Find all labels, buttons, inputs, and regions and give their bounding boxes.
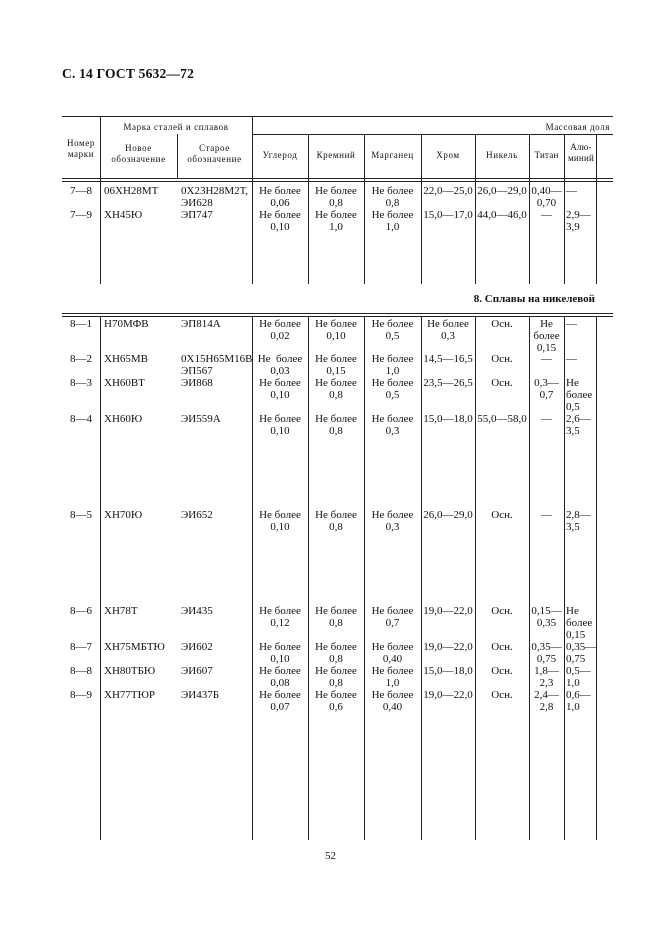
cell-c: Не более 0,10 — [259, 509, 301, 533]
cell-old: ЭИ652 — [181, 509, 213, 521]
cell-c: Не более 0,10 — [259, 377, 301, 401]
col-divider — [100, 316, 101, 840]
table-top-rule — [62, 116, 613, 117]
cell-ti: — — [541, 413, 552, 425]
cell-ti: Не более 0,15 — [533, 318, 560, 354]
cell-num: 8—3 — [70, 377, 92, 389]
cell-cr: 26,0—29,0 — [423, 509, 473, 521]
cell-cr: 15,0—17,0 — [423, 209, 473, 221]
cell-old: ЭИ559А — [181, 413, 221, 425]
col-header-number: Номер марки — [66, 138, 96, 159]
page-number: 52 — [325, 850, 336, 862]
cell-c: Не более 0,08 — [259, 665, 301, 689]
cell-c: Не более 0,02 — [259, 318, 301, 342]
header-bottom-rule-2 — [62, 181, 613, 182]
cell-new: Н70МФВ — [104, 318, 149, 330]
col-divider — [475, 316, 476, 840]
cell-num: 8—1 — [70, 318, 92, 330]
cell-ni: Осн. — [491, 318, 513, 330]
cell-old: ЭИ607 — [181, 665, 213, 677]
cell-si: Не более 0,8 — [315, 413, 357, 437]
cell-old: ЭИ437Б — [181, 689, 220, 701]
col-header-manganese: Марганец — [371, 150, 414, 160]
cell-num: 8—7 — [70, 641, 92, 653]
cell-c: Не более 0,10 — [259, 641, 301, 665]
cell-al: 0,35— 0,75 — [566, 641, 597, 665]
cell-al: — — [566, 185, 577, 197]
col-header-old: Старое обозначение — [187, 143, 242, 164]
col-divider — [596, 316, 597, 840]
cell-new: ХН60ВТ — [104, 377, 145, 389]
col-header-group: Марка сталей и сплавов — [123, 122, 229, 132]
cell-mn: Не более 0,5 — [371, 377, 414, 401]
page-header: С. 14 ГОСТ 5632—72 — [62, 66, 195, 81]
cell-cr: 19,0—22,0 — [423, 689, 473, 701]
cell-al: — — [566, 353, 577, 365]
cell-cr: 19,0—22,0 — [423, 605, 473, 617]
section-top-rule — [62, 313, 613, 314]
cell-new: ХН70Ю — [104, 509, 143, 521]
col-divider — [421, 316, 422, 840]
cell-mn: Не более 0,8 — [371, 185, 414, 209]
cell-ni: Осн. — [491, 641, 513, 653]
cell-ni: 44,0—46,0 — [477, 209, 527, 221]
cell-num: 7—9 — [70, 209, 92, 221]
cell-mn: Не более 0,5 — [371, 318, 414, 342]
cell-si: Не более 0,10 — [315, 318, 357, 342]
cell-si: Не более 0,8 — [315, 377, 357, 401]
cell-old: ЭП747 — [181, 209, 213, 221]
cell-ti: 0,35— 0,75 — [531, 641, 562, 665]
cell-cr: 23,5—26,5 — [423, 377, 473, 389]
cell-si: Не более 0,6 — [315, 689, 357, 713]
cell-al: 2,8— 3,5 — [566, 509, 591, 533]
cell-mn: Не более 0,7 — [371, 605, 414, 629]
cell-ni: Осн. — [491, 509, 513, 521]
cell-cr: 22,0—25,0 — [423, 185, 473, 197]
cell-new: ХН60Ю — [104, 413, 143, 425]
cell-ti: 0,40— 0,70 — [531, 185, 562, 209]
cell-mn: Не более 1,0 — [371, 209, 414, 233]
cell-old: 0Х15Н65М16В ЭП567 — [181, 353, 253, 377]
cell-num: 8—9 — [70, 689, 92, 701]
cell-old: ЭИ435 — [181, 605, 213, 617]
header-bottom-rule — [62, 178, 613, 179]
cell-mn: Не более 0,40 — [371, 689, 414, 713]
cell-si: Не более 0,8 — [315, 605, 357, 629]
cell-ni: 26,0—29,0 — [477, 185, 527, 197]
cell-num: 8—8 — [70, 665, 92, 677]
cell-new: ХН77ТЮР — [104, 689, 156, 701]
cell-al: — — [566, 318, 577, 330]
col-header-new: Новое обозначение — [111, 143, 166, 164]
cell-ti: — — [541, 353, 552, 365]
cell-new: ХН80ТБЮ — [104, 665, 156, 677]
cell-si: Не более 1,0 — [315, 209, 357, 233]
cell-si: Не более 0,8 — [315, 509, 357, 533]
cell-al: Не более 0,15 — [566, 605, 593, 641]
cell-c: Не более 0,10 — [259, 413, 301, 437]
cell-si: Не более 0,8 — [315, 665, 357, 689]
col-header-silicon: Кремний — [316, 150, 356, 160]
cell-num: 8—2 — [70, 353, 92, 365]
col-header-nickel: Никель — [486, 150, 518, 160]
col-header-mass: Массовая доля — [545, 122, 610, 132]
cell-new: ХН78Т — [104, 605, 138, 617]
cell-num: 8—6 — [70, 605, 92, 617]
cell-old: ЭИ868 — [181, 377, 213, 389]
cell-cr: Не более 0,3 — [427, 318, 469, 342]
cell-num: 8—4 — [70, 413, 92, 425]
cell-si: Не более 0,8 — [315, 185, 357, 209]
cell-al: 0,5— 1,0 — [566, 665, 591, 689]
cell-new: ХН75МБТЮ — [104, 641, 165, 653]
cell-ti: 0,15— 0,35 — [531, 605, 562, 629]
cell-c: Не более 0,07 — [259, 689, 301, 713]
cell-ni: 55,0—58,0 — [477, 413, 527, 425]
col-header-titanium: Титан — [534, 150, 559, 160]
cell-num: 7—8 — [70, 185, 92, 197]
cell-c: Не более 0,12 — [259, 605, 301, 629]
cell-new: ХН45Ю — [104, 209, 143, 221]
cell-new: 06ХН28МТ — [104, 185, 159, 197]
cell-new: ХН65МВ — [104, 353, 149, 365]
col-header-chromium: Хром — [436, 150, 460, 160]
cell-cr: 15,0—18,0 — [423, 665, 473, 677]
cell-c: Не более 0,03 — [257, 353, 303, 377]
cell-ni: Осн. — [491, 665, 513, 677]
col-divider — [100, 116, 101, 284]
col-header-carbon: Углерод — [262, 150, 298, 160]
cell-num: 8—5 — [70, 509, 92, 521]
col-divider — [564, 316, 565, 840]
cell-ti: 0,3— 0,7 — [534, 377, 559, 401]
col-header-aluminium: Алю- миний — [568, 142, 594, 163]
cell-ti: — — [541, 209, 552, 221]
cell-ni: Осн. — [491, 605, 513, 617]
cell-mn: Не более 0,40 — [371, 641, 414, 665]
cell-ni: Осн. — [491, 353, 513, 365]
cell-cr: 14,5—16,5 — [423, 353, 473, 365]
cell-al: Не более 0,5 — [566, 377, 593, 413]
cell-ni: Осн. — [491, 377, 513, 389]
cell-ti: — — [541, 509, 552, 521]
cell-al: 2,6— 3,5 — [566, 413, 591, 437]
cell-cr: 15,0—18,0 — [423, 413, 473, 425]
cell-si: Не более 0,15 — [315, 353, 357, 377]
cell-ti: 2,4— 2,8 — [534, 689, 559, 713]
group-rule — [252, 134, 613, 135]
cell-mn: Не более 0,3 — [371, 509, 414, 533]
cell-c: Не более 0,10 — [259, 209, 301, 233]
section-top-rule-2 — [62, 316, 613, 317]
cell-mn: Не более 1,0 — [371, 665, 414, 689]
cell-old: ЭИ602 — [181, 641, 213, 653]
cell-ti: 1,8— 2,3 — [534, 665, 559, 689]
cell-mn: Не более 0,3 — [371, 413, 414, 437]
cell-al: 2,9— 3,9 — [566, 209, 591, 233]
cell-mn: Не более 1,0 — [371, 353, 414, 377]
cell-old: ЭП814А — [181, 318, 221, 330]
cell-old: 0Х23Н28М2Т, ЭИ628 — [181, 185, 249, 209]
cell-al: 0,6— 1,0 — [566, 689, 591, 713]
section-title: 8. Сплавы на никелевой — [473, 293, 595, 305]
cell-si: Не более 0,8 — [315, 641, 357, 665]
cell-ni: Осн. — [491, 689, 513, 701]
cell-c: Не более 0,06 — [259, 185, 301, 209]
cell-cr: 19,0—22,0 — [423, 641, 473, 653]
